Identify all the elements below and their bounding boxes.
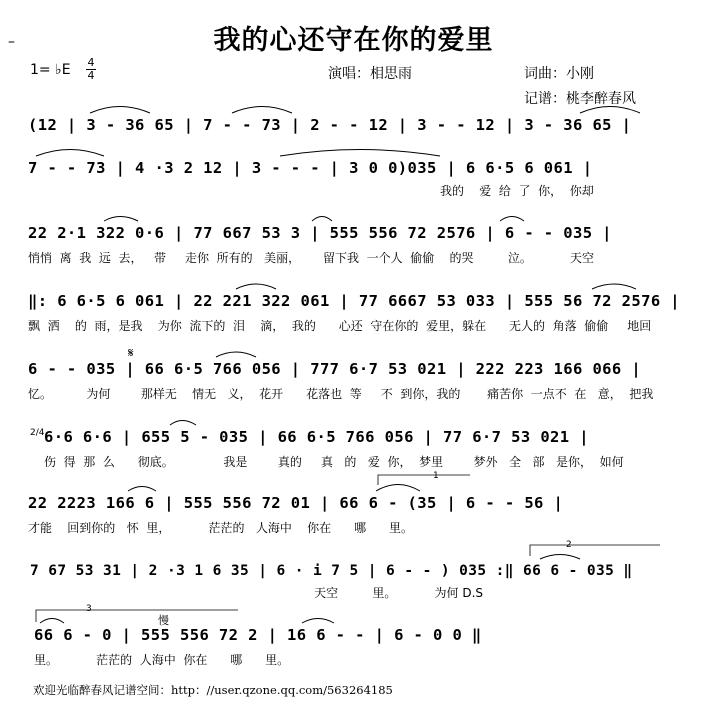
volta-1-label: 1 [433,471,439,481]
time-signature-bottom: 4 [87,69,95,82]
notation-row-5: 6 - - 035 | 66 6·5 766 056 | 777 6·7 53 021 | 222 223 166 066 | [28,360,642,378]
notation-credit: 记谱：桃李醉春风 [524,91,636,107]
time-signature-top: 4 [87,56,95,69]
footer-credit: 欢迎光临醉春风记谱空间：http：//user.qzone.qq.com/563264185 [33,683,393,697]
lyric-row-6: 伤 得 那 么 彻底。 我是 真的 真 的 爱 你， 梦里 梦外 全 部 是你， 如何 [44,455,624,469]
lyric-row-4: 飘 洒 的 雨，是我 为你 流下的 泪 滴， 我的 心还 守在你的 爱里，躲在 无人的 角落 偷偷 地回 [28,319,652,333]
notation-row-2: 7 - - 73 | 4 ·3 2 12 | 3 - - - | 3 0 0)035 | 6 6·5 6 061 | [28,159,593,177]
corner-mark: – [8,34,15,50]
song-title: 我的心还守在你的爱里 [213,25,494,56]
volta-3-label: 3 [86,604,92,614]
time-signature [86,57,96,82]
key-signature: 1= ♭E [30,62,71,78]
lyric-row-8: 天空 里。 为何 D.S [28,586,484,600]
notation-row-1: (12 | 3 - 36 65 | 7 - - 73 | 2 - - 12 | 3 - - 12 | 3 - 36 65 | [28,116,632,134]
composer-credit: 词曲：小刚 [524,66,594,82]
singer-credit: 演唱：相思雨 [328,66,412,82]
meter-change-mark: 2/4 [30,428,45,438]
notation-row-9: 66 6 - 0 | 555 556 72 2 | 16 6 - - | 6 - 0 0 ‖ [34,626,482,644]
notation-row-6: 6·6 6·6 | 655 5 - 035 | 66 6·5 766 056 | 77 6·7 53 021 | [44,428,589,446]
notation-row-7: 22 2223 166 6 | 555 556 72 01 | 66 6 - (35 | 6 - - 56 | [28,494,564,512]
notation-row-4: ‖: 6 6·5 6 061 | 22 221 322 061 | 77 6667 53 033 | 555 56 72 2576 | [28,292,681,310]
segno-icon: 𝄋 [128,346,134,361]
lyric-row-2: 我的 爱 给 了 你， 你却 [440,184,594,198]
notation-row-3: 22 2·1 322 0·6 | 77 667 53 3 | 555 556 72 2576 | 6 - - 035 | [28,224,612,242]
lyric-row-5: 忆。 为何 那样无 情无 义， 花开 花落也 等 不 到你，我的 痛苦你 一点不 在 意， 把我 [28,387,654,401]
lyric-row-3: 悄悄 离 我 远 去， 带 走你 所有的 美丽， 留下我 一个人 偷偷 的哭 泣。 天空 [28,251,594,265]
lyric-row-9: 里。 茫茫的 人海中 你在 哪 里。 [34,653,290,667]
lyric-row-7: 才能 回到你的 怀 里， 茫茫的 人海中 你在 哪 里。 [28,521,413,535]
volta-2-label: 2 [566,540,572,550]
tempo-slow-mark: 慢 [158,614,169,627]
notation-row-8: 7 67 53 31 | 2 ·3 1 6 35 | 6 · i 7 5 | 6 - - ) 035 :‖ 66 6 - 035 ‖ [30,563,633,579]
